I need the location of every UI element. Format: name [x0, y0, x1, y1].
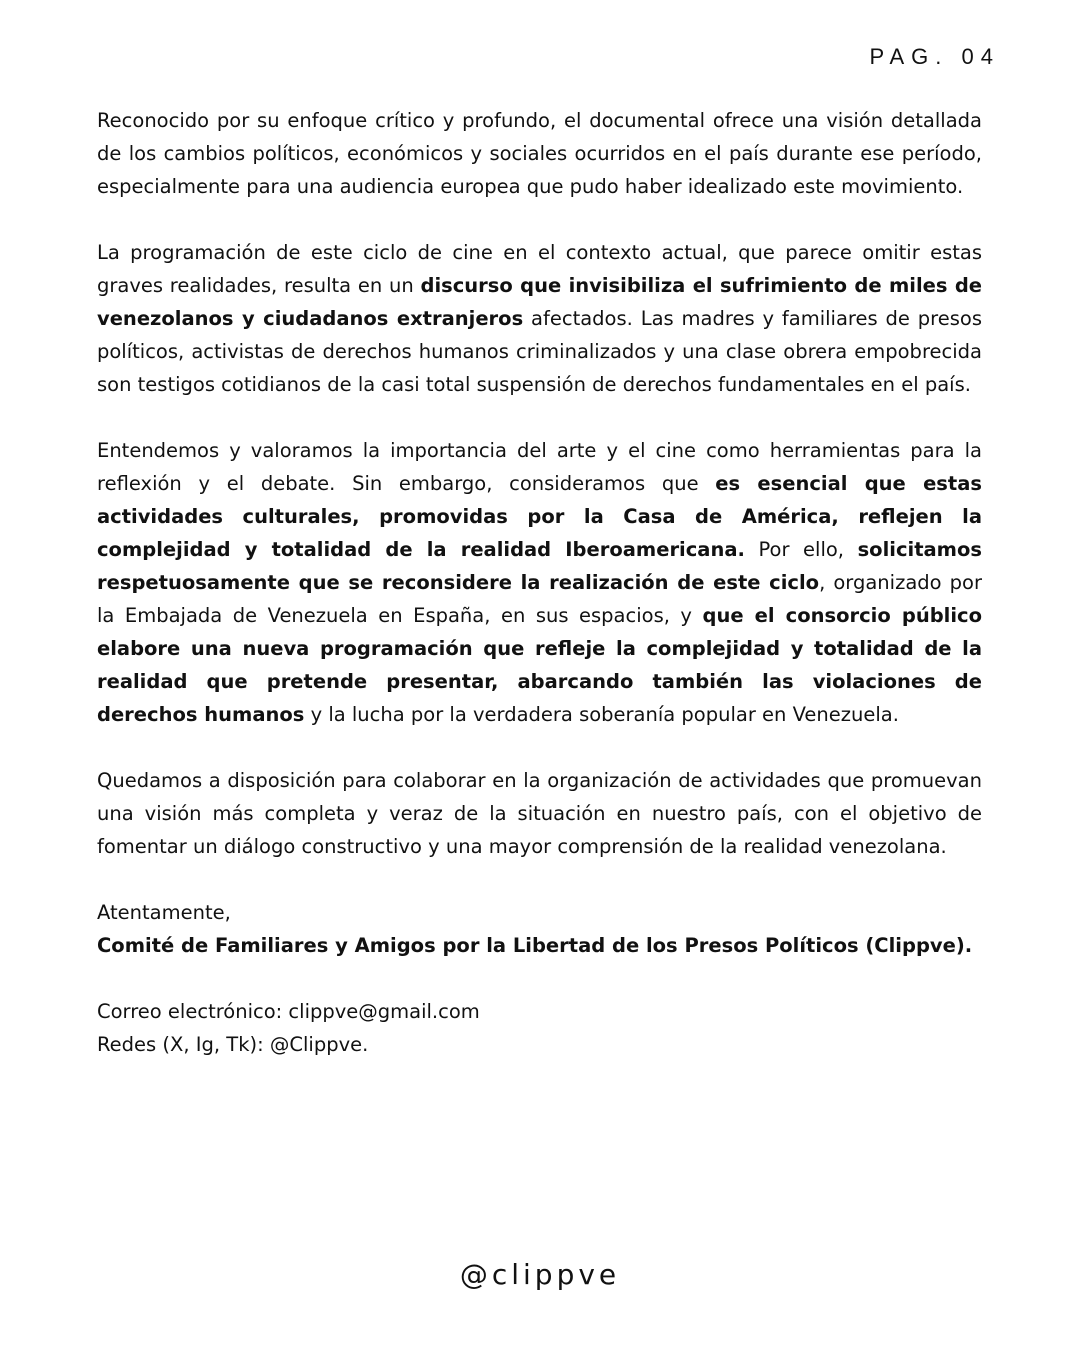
contact-social: Redes (X, Ig, Tk): @Clippve.: [97, 1033, 369, 1056]
paragraph-1: [97, 104, 982, 203]
paragraph-2-emphasis: discurso que invisibiliza el sufrimiento de miles de venezolanos y ciudadanos extranjeros: [97, 274, 982, 330]
paragraph-4: [97, 764, 982, 863]
paragraph-3-emphasis-b: solicitamos respetuosamente que se reconsidere la realización de este ciclo: [97, 538, 982, 594]
paragraph-3-text-a: Entendemos y valoramos la importancia del arte y el cine como herramientas para la reflexión y el debate. Sin embargo, consideramos que: [97, 439, 982, 495]
letter-body: [97, 104, 982, 1061]
paragraph-4-text: Quedamos a disposición para colaborar en la organización de actividades que promuevan una visión más completa y veraz de la situación en nuestro país, con el objetivo de fomentar un diálogo constructivo y una mayor comprensión de la realidad venezolana.: [97, 769, 982, 858]
paragraph-1-text: Reconocido por su enfoque crítico y profundo, el documental ofrece una visión detallada de los cambios políticos, económicos y sociales ocurridos en el país durante ese período, especialmente para una audiencia europea que pudo haber idealizado este movimiento.: [97, 109, 982, 198]
paragraph-2-text-a: La programación de este ciclo de cine en el contexto actual, que parece omitir estas graves realidades, resulta en un: [97, 241, 982, 297]
contact-email: Correo electrónico: clippve@gmail.com: [97, 1000, 480, 1023]
paragraph-3-text-d: y la lucha por la verdadera soberanía popular en Venezuela.: [304, 703, 899, 726]
paragraph-2-text-b: afectados. Las madres y familiares de presos políticos, activistas de derechos humanos criminalizados y una clase obrera empobrecida son testigos cotidianos de la casi total suspensión de derechos fundamentales en el país.: [97, 307, 982, 396]
signature-name: Comité de Familiares y Amigos por la Libertad de los Presos Políticos (Clippve).: [97, 934, 973, 957]
paragraph-2: [97, 236, 982, 401]
page-number: PAG. 04: [869, 44, 1000, 69]
footer-handle: @clippve: [459, 1258, 621, 1291]
paragraph-3-emphasis-a: es esencial que estas actividades culturales, promovidas por la Casa de América, reflejen la complejidad y totalidad de la realidad Iberoamericana.: [97, 472, 982, 561]
contact-block: [97, 995, 982, 1061]
paragraph-3-text-b: Por ello,: [744, 538, 858, 561]
paragraph-3-emphasis-c: que el consorcio público elabore una nueva programación que refleje la complejidad y totalidad de la realidad que pretende presentar, abarcando también las violaciones de derechos humanos: [97, 604, 982, 726]
paragraph-3-text-c: , organizado por la Embajada de Venezuela en España, en sus espacios, y: [97, 571, 983, 627]
signature-closing: Atentamente,: [97, 901, 231, 924]
paragraph-3: [97, 434, 982, 731]
signature-block: [97, 896, 982, 962]
